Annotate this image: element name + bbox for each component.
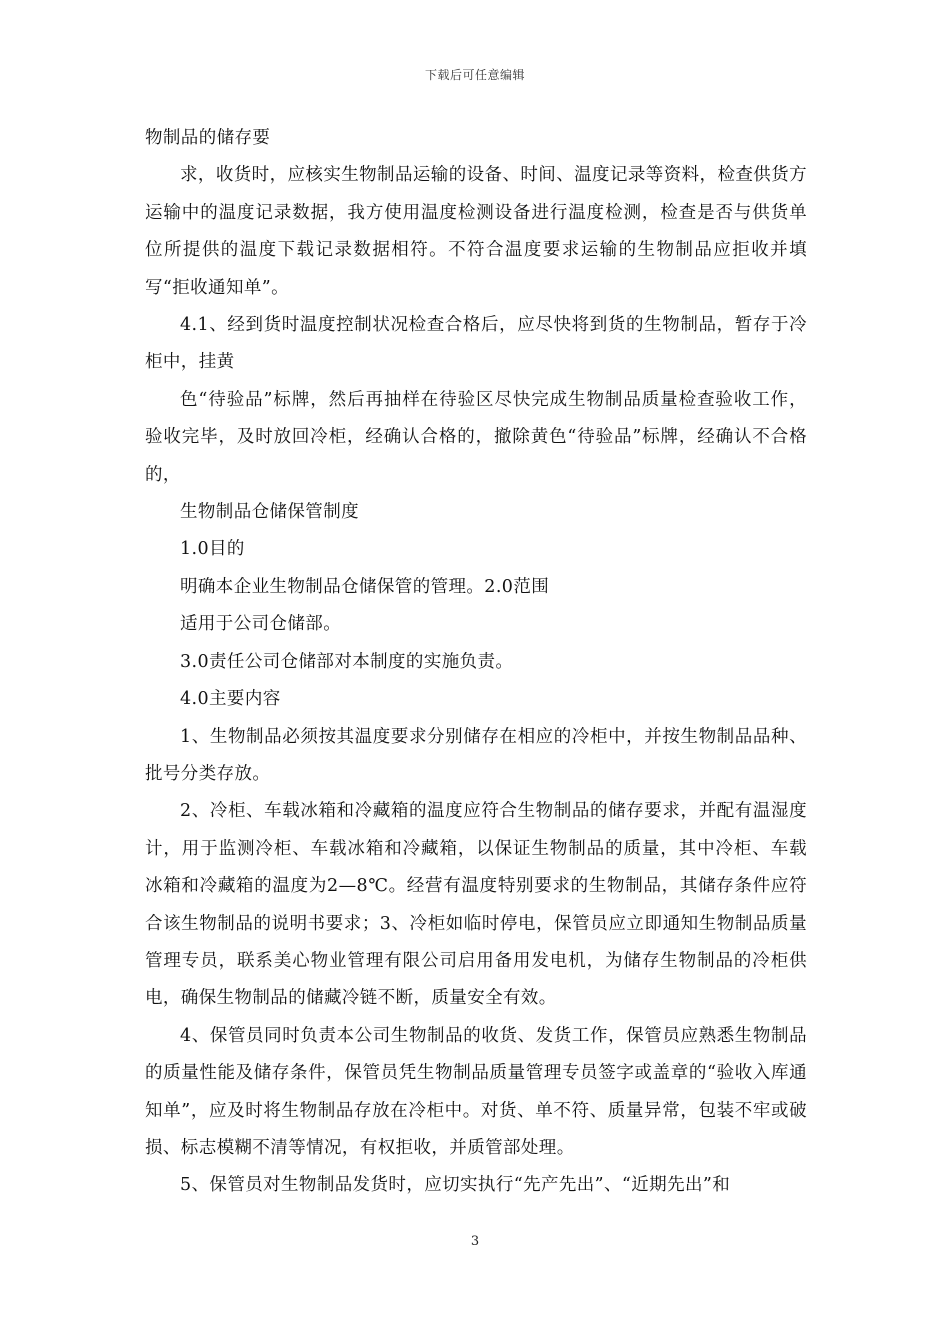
list-item: 1、生物制品必须按其温度要求分别储存在相应的冷柜中，并按生物制品品种、批号分类存放。 [145, 726, 807, 784]
page-header: 下载后可任意编辑 [424, 68, 525, 82]
section-heading: 4.0主要内容 [180, 689, 281, 710]
section-heading: 1.0目的 [180, 539, 245, 560]
paragraph: 4.1、经到货时温度控制状况检查合格后，应尽快将到货的生物制品，暂存于冷柜中，挂黄 [145, 315, 807, 373]
paragraph: 适用于公司仓储部。 [180, 614, 342, 635]
list-item: 5、保管员对生物制品发货时，应切实执行“先产先出”、“近期先出”和 [180, 1175, 731, 1196]
paragraph: 明确本企业生物制品仓储保管的管理。2.0范围 [180, 576, 550, 597]
paragraph: 色“待验品”标牌，然后再抽样在待验区尽快完成生物制品质量检查验收工作，验收完毕，及时放回冷柜，经确认合格的，撤除黄色“待验品”标牌，经确认不合格的， [145, 389, 807, 485]
section-title: 生物制品仓储保管制度 [180, 502, 359, 523]
document-body [145, 120, 807, 1205]
page-number: 3 [470, 1234, 480, 1249]
list-item: 4、保管员同时负责本公司生物制品的收货、发货工作，保管员应熟悉生物制品的质量性能及储存条件，保管员凭生物制品质量管理专员签字或盖章的“验收入库通知单”，应及时将生物制品存放在冷柜中。对货、单不符、质量异常，包装不牢或破损、标志模糊不清等情况，有权拒收，并质管部处理。 [145, 1025, 807, 1158]
paragraph: 3.0责任公司仓储部对本制度的实施负责。 [180, 651, 514, 672]
paragraph: 求，收货时，应核实生物制品运输的设备、时间、温度记录等资料，检查供货方运输中的温度记录数据，我方使用温度检测设备进行温度检测，检查是否与供货单位所提供的温度下载记录数据相符。不符合温度要求运输的生物制品应拒收并填写“拒收通知单”。 [145, 165, 807, 298]
list-item: 2、冷柜、车载冰箱和冷藏箱的温度应符合生物制品的储存要求，并配有温湿度计，用于监测冷柜、车载冰箱和冷藏箱，以保证生物制品的质量，其中冷柜、车载冰箱和冷藏箱的温度为2—8℃。经营有温度特别要求的生物制品，其储存条件应符合该生物制品的说明书要求；3、冷柜如临时停电，保管员应立即通知生物制品质量管理专员，联系美心物业管理有限公司启用备用发电机，为储存生物制品的冷柜供电，确保生物制品的储藏冷链不断，质量安全有效。 [145, 801, 807, 1009]
paragraph: 物制品的储存要 [145, 128, 271, 148]
